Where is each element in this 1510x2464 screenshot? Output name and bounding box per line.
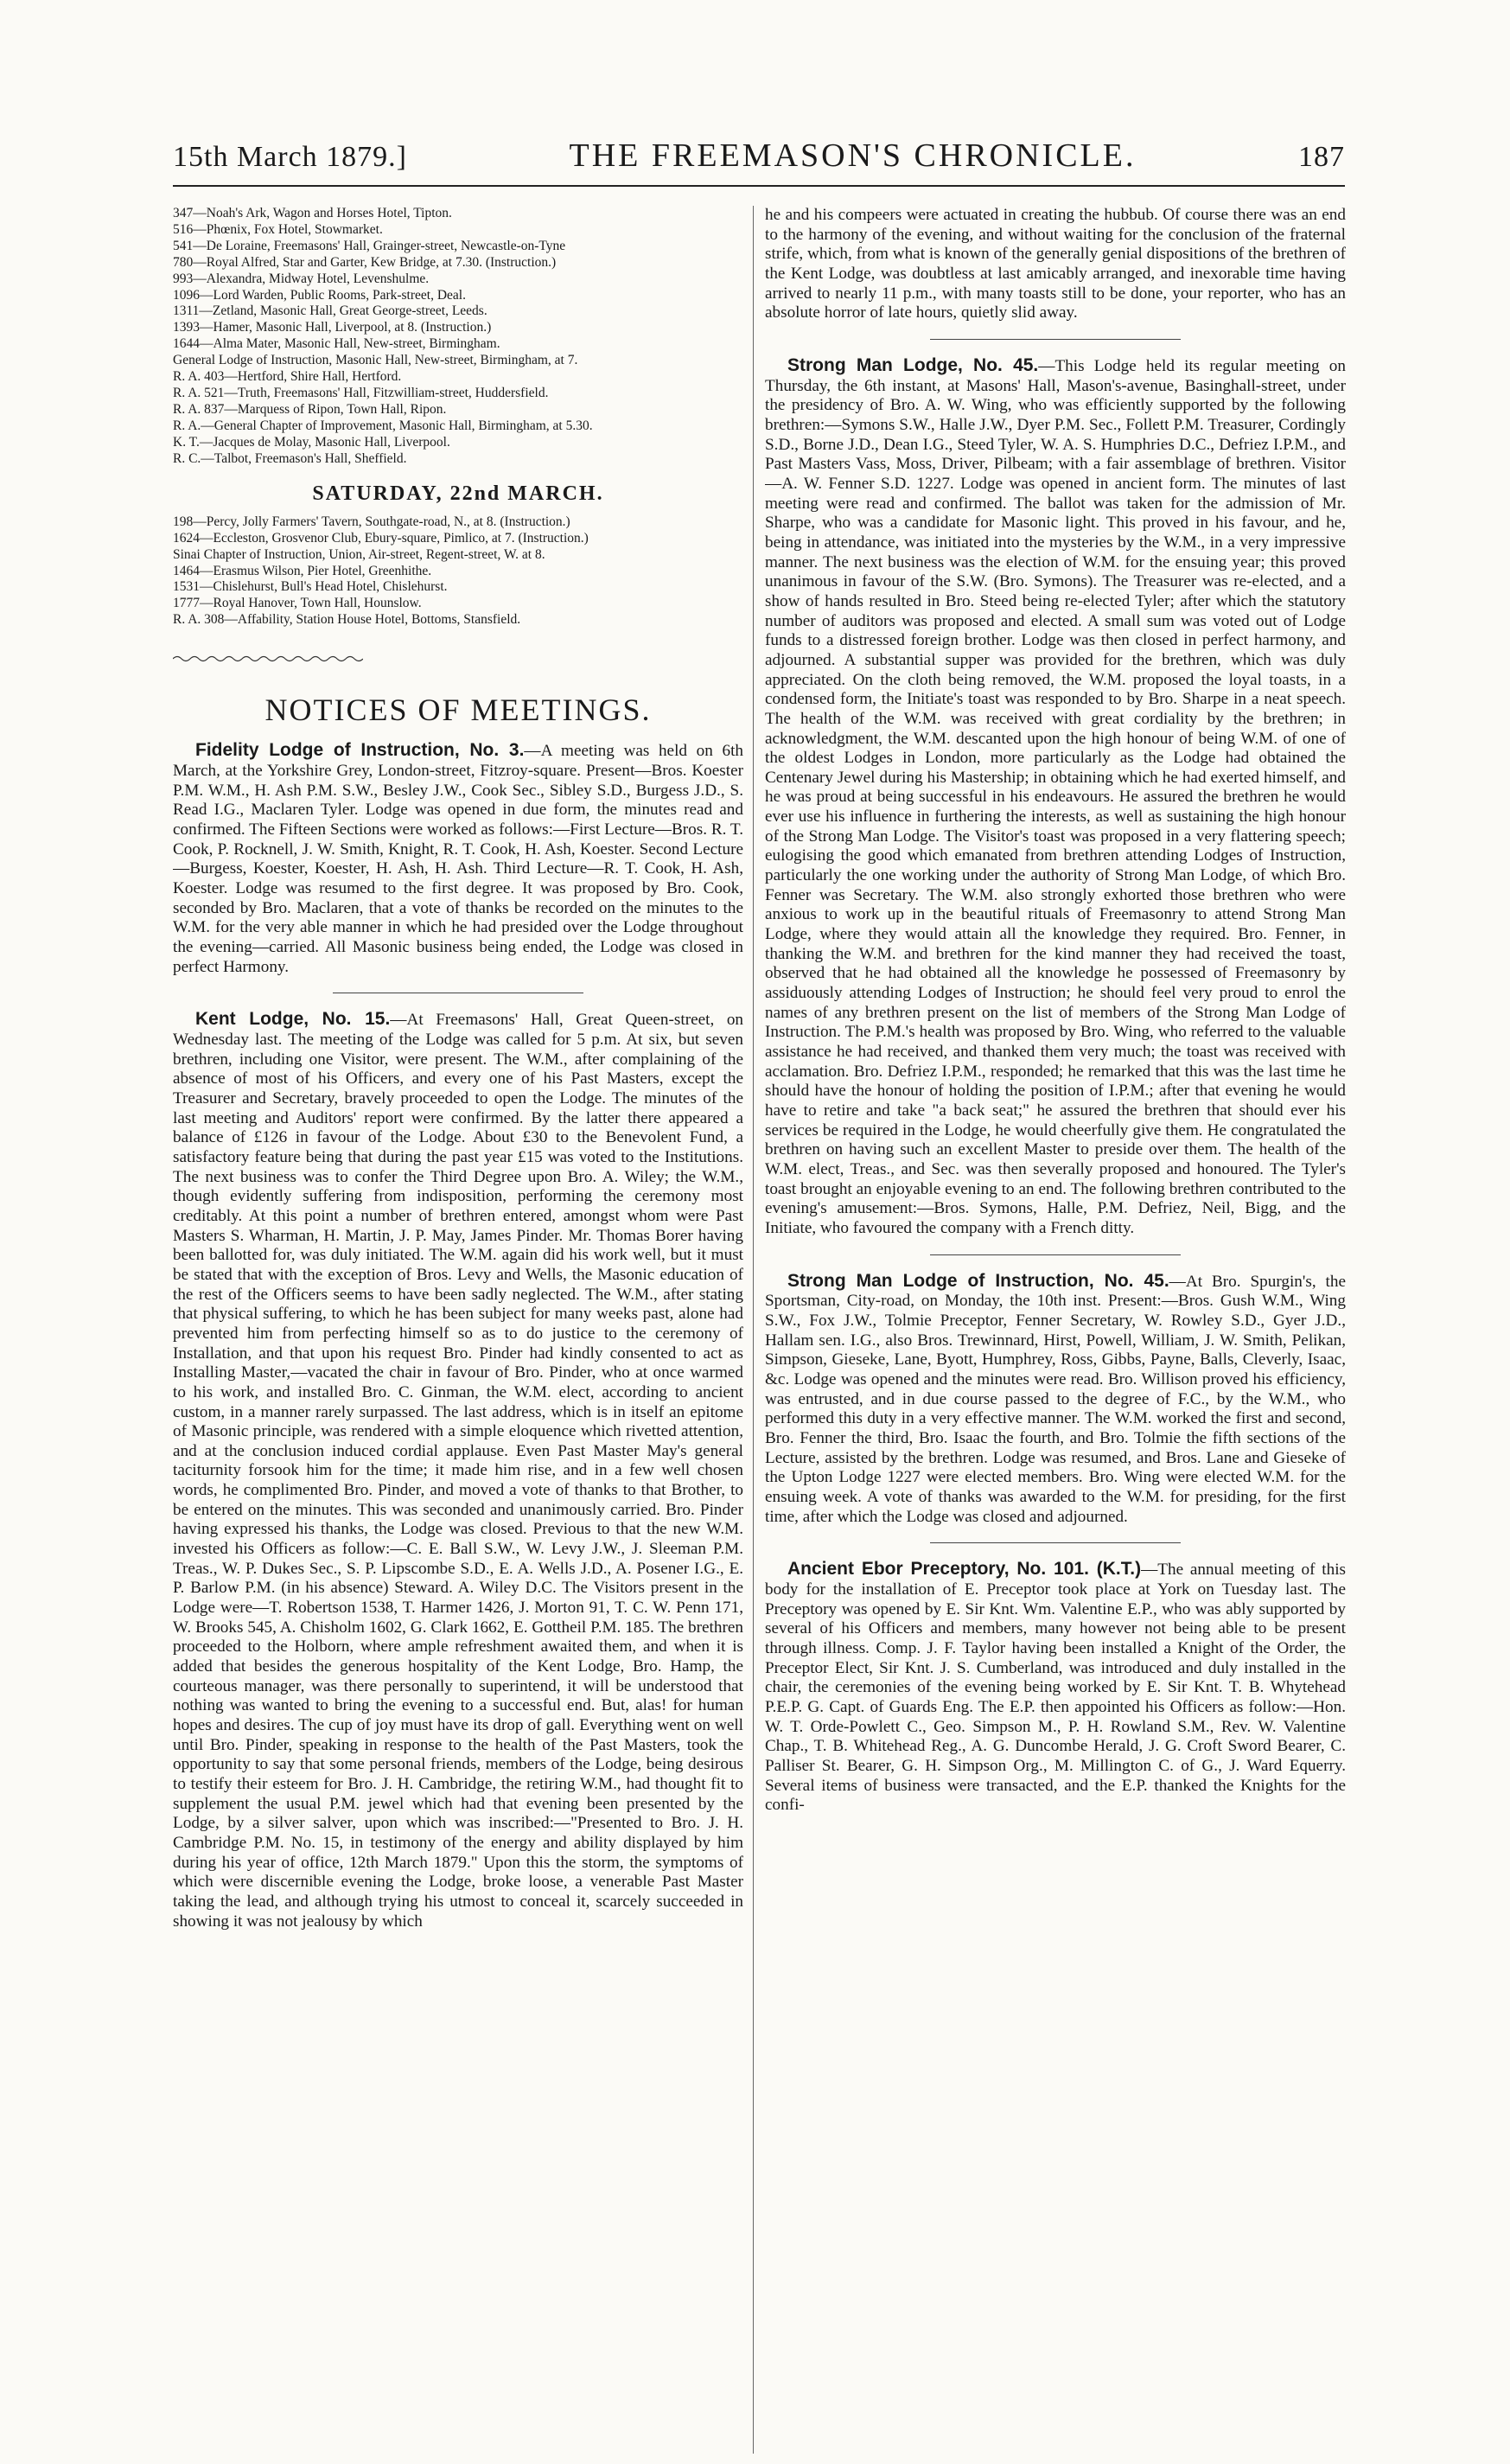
article-heading: Fidelity Lodge of Instruction, No. 3. [195,740,525,761]
list-item: 541—De Loraine, Freemasons' Hall, Grainger-street, Newcastle-on-Tyne [173,238,566,253]
masthead [173,137,1345,187]
list-item: 1096—Lord Warden, Public Rooms, Park-street, Deal. [173,287,466,303]
article-body: —At Freemasons' Hall, Great Queen-street, on Wednesday last. The meeting of the Lodge was called for 5 p.m. At six, but seven brethren, including one Visitor, were present. The W.M., after complaining of the absence of most of his Officers, and every one of his Past Masters, except the Treasurer and Secretary, bravely proceeded to open the Lodge. The minutes of the last meeting and Auditors' report were confirmed. By the latter there appeared a balance of £126 in favour of the Lodge. About £30 to the Benevolent Fund, a satisfactory feature being that during the past year £15 was voted to the Institutions. The next business was to confer the Third Degree upon Bro. A. Wiley; the W.M., though evidently suffering from indisposition, performing the ceremony most creditably. At this point a number of brethren entered, amongst whom were Past Masters S. Wharman, H. Martin, J. P. May, James Pinder. Mr. Thomas Borer having been ballotted for, was duly initiated. The W.M. again did his work well, but it must be stated that with the exception of Bros. Levy and Wells, the Masonic education of the rest of the Officers seems to have been sadly neglected. The W.M., after stating that physical suffering, to which he has been subject for many weeks past, alone had prevented him from perfecting himself so as to do justice to the ceremony of Installation, and that upon his request Bro. Pinder had kindly consented to act as Installing Master,—vacated the chair in favour of Bro. Pinder, who at once warmed to his work, and installed Bro. C. Ginman, the W.M. elect, according to ancient custom, in a manner rarely surpassed. The last address, which is in itself an epitome of Masonic principle, was rendered with a simple eloquence which rivetted attention, and at the conclusion induced cordial applause. Even Past Master May's general taciturnity forsook him for the time; it made him rise, and in a few well chosen words, he complimented Bro. Pinder, and moved a vote of thanks to that Brother, to be entered on the minutes. This was seconded and unanimously carried. Bro. Pinder having expressed his thanks, the Lodge was closed. Previous to that the new W.M. invested his Officers as follow:—C. E. Ball S.W., W. Levy J.W., J. Sleeman P.M. Treas., W. P. Dukes Sec., S. P. Lipscombe S.D., E. A. Wells J.D., A. Posener I.G., E. P. Barlow P.M. (in his absence) Steward. A. Wiley D.C. The Visitors present in the Lodge were—T. Robertson 1538, T. Harmer 1426, J. Morton 91, T. C. W. Penn 171, W. Brooks 545, A. Chisholm 1602, G. Clark 1662, E. Gottheil P.M. 185. The brethren proceeded to the Holborn, where ample refreshment awaited them, and when it is added that besides the generous hospitality of the Kent Lodge, Bro. Hamp, the courteous manager, was there personally to superintend, it will be understood that nothing was wanted to bring the evening to a successful end. But, alas! for human hopes and desires. The cup of joy must have its drop of gall. Everything went on well until Bro. Pinder, speaking in response to the health of the Past Masters, took the opportunity to say that some personal friends, members of the Lodge, being desirous to testify their esteem for Bro. J. H. Cambridge, the retiring W.M., had thought fit to supplement the usual P.M. jewel which had that evening been presented by the Lodge, by a silver salver, upon which was inscribed:—"Presented to Bro. J. H. Cambridge P.M. No. 15, in testimony of the energy and ability displayed by him during his year of office, 12th March 1879." Upon this the storm, the symptoms of which were discernible evening the Lodge, broke loose, a venerable Past Master taking the lead, and although trying his utmost to conceal it, scarcely succeeded in showing it was not jealousy by which [173,1011,743,1931]
list-item: 347—Noah's Ark, Wagon and Horses Hotel, Tipton. [173,206,452,220]
notices-heading: NOTICES OF MEETINGS. [264,692,652,727]
article-heading: Strong Man Lodge of Instruction, No. 45. [787,1270,1169,1291]
newspaper-title: THE FREEMASON'S CHRONICLE. [569,137,1137,174]
list-item: 1624—Eccleston, Grosvenor Club, Ebury-square, Pimlico, at 7. (Instruction.) [173,530,589,546]
article-strong-man-instruction [765,1271,1346,1528]
list-item: Sinai Chapter of Instruction, Union, Air-street, Regent-street, W. at 8. [173,546,545,562]
article-body: —A meeting was held on 6th March, at the Yorkshire Grey, London-street, Fitzroy-square. Present—Bros. Koester P.M. W.M., H. Ash P.M. S.W., Besley J.W., Cook Sec., Sibley S.D., Burgess J.D., S. Read I.G., Maclaren Tyler. Lodge was opened in due form, the minutes read and confirmed. The Fifteen Sections were worked as follows:—First Lecture—Bros. R. T. Cook, P. Rocknell, J. W. Smith, Knight, R. T. Cook, H. Ash, Koester. Second Lecture—Burgess, Koester, Koester, H. Ash, H. Ash. Third Lecture—R. T. Cook, H. Ash, Koester. Lodge was resumed to the first degree. It was proposed by Bro. Cook, seconded by Bro. Maclaren, that a vote of thanks be recorded on the minutes to the W.M. for the very able manner in which he had presided over the Lodge throughout the evening—carried. All Masonic business being ended, the Lodge was closed in perfect Harmony. [173,742,743,976]
list-item: General Lodge of Instruction, Masonic Hall, New-street, Birmingham, at 7. [173,353,578,368]
issue-date: 15th March 1879.] [173,141,408,173]
article-heading: Kent Lodge, No. 15. [195,1009,391,1030]
article-kent [173,1009,743,1931]
friday-meetings-list [173,206,743,468]
right-column [765,206,1346,2429]
left-column [173,206,743,2429]
list-item: 1464—Erasmus Wilson, Pier Hotel, Greenhithe. [173,563,432,578]
list-item: 1777—Royal Hanover, Town Hall, Hounslow. [173,596,422,611]
list-item: 516—Phœnix, Fox Hotel, Stowmarket. [173,221,383,237]
ornamental-rule [173,654,363,663]
article-heading: Ancient Ebor Preceptory, No. 101. (K.T.) [787,1559,1142,1580]
list-item: 1644—Alma Mater, Masonic Hall, New-street, Birmingham. [173,336,500,352]
article-kent-continued [765,206,1346,323]
page-number: 187 [1298,141,1345,173]
column-divider [753,206,754,2454]
article-separator [930,1254,1181,1255]
list-item: R. A. 521—Truth, Freemasons' Hall, Fitzwilliam-street, Huddersfield. [173,385,549,400]
list-item: R. A. 308—Affability, Station House Hotel, Bottoms, Stansfield. [173,612,521,628]
saturday-heading: SATURDAY, 22nd MARCH. [312,482,604,505]
article-body: —This Lodge held its regular meeting on Thursday, the 6th instant, at Masons' Hall, Mason's-avenue, Basinghall-street, under the presidency of Bro. A. W. Wing, who was efficiently supported by the following brethren:—Symons S.W., Halle J.W., Dyer P.M. Sec., Follett P.M. Treasurer, Cordingly S.D., Borne J.D., Dean I.G., Steed Tyler, W. A. S. Humphries D.C., Defriez I.P.M., and Past Masters Vass, Moss, Driver, Pilbeam; with a fair assemblage of brethren. Visitor—A. W. Fenner S.D. 1227. Lodge was opened in ancient form. The minutes of last meeting were read and confirmed. The ballot was taken for the admission of Mr. Sharpe, who was a candidate for Masonic light. This proved in his favour, and he, being in attendance, was initiated into the mysteries by the W.M., in a very impressive manner. The next business was the election of W.M. for the ensuing year; this proved unanimous in favour of the S.W. (Bro. Symons). The Treasurer was re-elected, and a show of hands resulted in Bro. Steed being re-elected Tyler; after which the statutory number of auditors was proposed and elected. A small sum was voted out of Lodge funds to a distressed foreign brother. Lodge was then closed in perfect harmony, and adjourned. A substantial supper was provided for the brethren, which was duly appreciated. On the cloth being removed, the W.M. proposed the loyal toasts, in a condensed form, the Initiate's toast was responded to by Bro. Sharpe in a neat speech. The health of the W.M. was received with great cordiality by the brethren; in acknowledgment, the W.M. descanted upon the high honour of being W.M. of one of the oldest Lodges in London, more particularly as the Lodge had obtained the Centenary Jewel during his Mastership; in obtaining which he had exerted himself, and he was proud at being successful in his endeavours. He assured the brethren he would ever use his influence in furthering the interests, as well as sustaining the high honour of the Strong Man Lodge. The Visitor's toast was proposed in a very flattering speech; eulogising the good which emanated from brethren attending Lodges of Instruction, particularly the one working under the authority of Strong Man Lodge, of which Bro. Fenner was Secretary. The W.M. also strongly exhorted those brethren who were anxious to work up in the beautiful rituals of Freemasonry to attend Strong Man Lodge, where they would attain all the knowledge they required. Bro. Fenner, in thanking the W.M. and brethren for the kind manner they had received the toast, observed that he had obtained all the knowledge he possessed of Freemasonry by assiduously attending Lodges of Instruction; he should feel very proud to enrol the names of any brethren present on the list of members of the Strong Man Lodge of Instruction. The P.M.'s health was proposed by Bro. Wing, who referred to the valuable assistance he had received, and thanked them very much; the toast was received with acclamation. Bro. Defriez I.P.M., responded; he remarked that this was the last time he should have the honour of holding the position of I.P.M.; after that evening he would have to retire and take "a back seat;" he assured the brethren that should ever his services be required in the Lodge, he would cheerfully give them. He congratulated the brethren on having such an excellent Master to preside over them. The health of the W.M. elect, Treas., and Sec. was then severally proposed and honoured. The Tyler's toast brought an enjoyable evening to an end. The following brethren contributed to the evening's amusement:—Bros. Symons, Halle, P.M. Defriez, Neil, Bigg, and the Initiate, who favoured the company with a French ditty. [765,356,1346,1237]
list-item: 1531—Chislehurst, Bull's Head Hotel, Chislehurst. [173,579,448,595]
article-separator [930,339,1181,340]
list-item: R. A. 403—Hertford, Shire Hall, Hertford. [173,369,402,385]
list-item: R. A.—General Chapter of Improvement, Masonic Hall, Birmingham, at 5.30. [173,418,593,433]
list-item: 780—Royal Alfred, Star and Garter, Kew Bridge, at 7.30. (Instruction.) [173,254,557,270]
article-strong-man [765,355,1346,1239]
saturday-meetings-list [173,514,743,629]
article-body: —The annual meeting of this body for the installation of E. Preceptor took place at York on Tuesday last. The Preceptory was opened by E. Sir Knt. Wm. Valentine E.P., who was ably supported by several of his Officers and members, many however not being able to be present through illness. Comp. J. F. Taylor having been installed a Knight of the Order, the Preceptor Elect, Sir Knt. J. S. Cumberland, was introduced and duly installed in the chair, the ceremonies of the evening being worked by E. Sir Knt. T. B. Whytehead P.E.P. G. Capt. of Guards Eng. The E.P. then appointed his Officers as follow:—Hon. W. T. Orde-Powlett C., Geo. Simpson M., P. H. Rowland S.M., Rev. W. Valentine Chap., T. B. Whitehead Reg., A. G. Duncombe Herald, J. G. Croft Sword Bearer, C. Palliser St. Bearer, G. H. Simpson Org., M. Millington C. of G., J. Ward Equerry. Several items of business were transacted, and the E.P. thanked the Knights for the confi- [765,1561,1346,1815]
list-item: K. T.—Jacques de Molay, Masonic Hall, Liverpool. [173,434,450,450]
list-item: R. C.—Talbot, Freemason's Hall, Sheffield. [173,450,407,466]
article-body: he and his compeers were actuated in creating the hubbub. Of course there was an end to the harmony of the evening, and without waiting for the conclusion of the fraternal strife, which, from what is known of the generally genial dispositions of the brethren of the Kent Lodge, was doubtless at last amicably arranged, and inexorable time having arrived to nearly 11 p.m., with many toasts still to be done, your reporter, who has an absolute horror of late hours, quietly slid away. [765,206,1346,322]
article-fidelity [173,740,743,977]
list-item: 1311—Zetland, Masonic Hall, Great George-street, Leeds. [173,303,487,319]
article-heading: Strong Man Lodge, No. 45. [787,354,1039,375]
list-item: 993—Alexandra, Midway Hotel, Levenshulme. [173,271,430,286]
list-item: R. A. 837—Marquess of Ripon, Town Hall, Ripon. [173,401,447,417]
article-ancient-ebor [765,1559,1346,1816]
list-item: 1393—Hamer, Masonic Hall, Liverpool, at 8. (Instruction.) [173,320,492,335]
article-body: —At Bro. Spurgin's, the Sportsman, City-road, on Monday, the 10th inst. Present:—Bros. Gush W.M., Wing S.W., Fox J.W., Tolmie Preceptor, Fenner Secretary, W. Rowley S.D., Gyer J.D., Hallam sen. I.G., also Bros. Trewinnard, Hirst, Powell, William, J. W. Smith, Pelikan, Simpson, Gieseke, Lane, Byott, Humphrey, Ross, Gibbs, Payne, Balls, Cleverly, Isaac, &c. Lodge was opened and the minutes were read. Bro. Willison proved his efficiency, was entrusted, and in due course passed to the degree of F.C., by the W.M., who performed this duty in a very effective manner. The W.M. worked the first and second, Bro. Fenner the third, Bro. Isaac the fourth, and Bro. Tolmie the fifth sections of the Lecture, assisted by the brethren. Lodge was resumed, and Bros. Lane and Gieseke of the Upton Lodge 1227 were elected members. Bro. Wing were elected W.M. for the ensuing week. A vote of thanks was awarded to the W.M. for presiding, for the first time, after which the Lodge was closed and adjourned. [765,1272,1346,1526]
article-separator [930,1542,1181,1543]
list-item: 198—Percy, Jolly Farmers' Tavern, Southgate-road, N., at 8. (Instruction.) [173,514,570,529]
